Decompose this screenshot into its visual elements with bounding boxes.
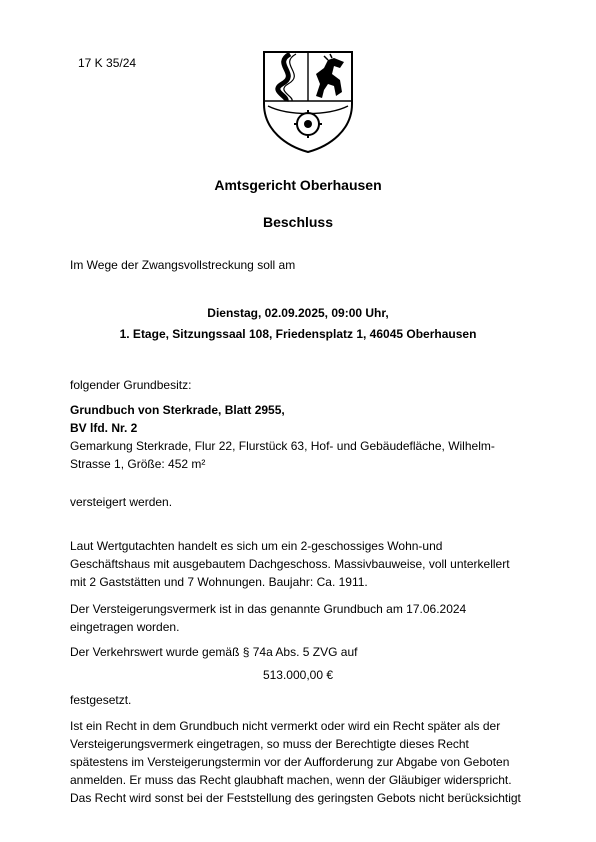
value-intro: Der Verkehrswert wurde gemäß § 74a Abs. 5 ZVG auf <box>70 645 358 659</box>
notice-line-1: Der Versteigerungsvermerk ist in das genannte Grundbuch am 17.06.2024 <box>70 602 467 616</box>
coat-of-arms-icon <box>258 46 358 154</box>
parcel-line-2: Strasse 1, Größe: 452 m² <box>70 457 206 471</box>
appraisal-line-3: mit 2 Gaststätten und 7 Wohnungen. Baujahr: Ca. 1911. <box>70 575 368 589</box>
doc-type-title: Beschluss <box>262 214 334 230</box>
rights-line-4: anmelden. Er muss das Recht glaubhaft machen, wenn der Gläubiger widerspricht. <box>70 773 512 787</box>
bv-number: BV lfd. Nr. 2 <box>70 421 138 435</box>
file-number: 17 K 35/24 <box>78 56 137 70</box>
land-register: Grundbuch von Sterkrade, Blatt 2955, <box>70 403 285 417</box>
rights-line-3: spätestens im Versteigerungstermin vor der Aufforderung zur Abgabe von Geboten <box>70 755 510 769</box>
court-name: Amtsgericht Oberhausen <box>214 177 382 193</box>
notice-line-2: eingetragen worden. <box>70 620 180 634</box>
intro-text: Im Wege der Zwangsvollstreckung soll am <box>70 258 296 272</box>
value-set: festgesetzt. <box>70 693 132 707</box>
auction-date-time: Dienstag, 02.09.2025, 09:00 Uhr, <box>207 306 389 320</box>
rights-line-1: Ist ein Recht in dem Grundbuch nicht vermerkt oder wird ein Recht später als der <box>70 719 501 733</box>
parcel-line-1: Gemarkung Sterkrade, Flur 22, Flurstück 63, Hof- und Gebäudefläche, Wilhelm- <box>70 439 495 453</box>
appraisal-line-1: Laut Wertgutachten handelt es sich um ein 2-geschossiges Wohn-und <box>70 539 443 553</box>
rights-line-2: Versteigerungsvermerk eingetragen, so muss der Berechtigte dieses Recht <box>70 737 469 751</box>
appraisal-line-2: Geschäftshaus mit ausgebautem Dachgeschoss. Massivbauweise, voll unterkellert <box>70 557 510 571</box>
rights-line-5: Das Recht wird sonst bei der Feststellung des geringsten Gebots nicht berücksichtigt <box>70 791 521 805</box>
property-intro: folgender Grundbesitz: <box>70 378 192 392</box>
market-value: 513.000,00 € <box>262 668 334 682</box>
auction-phrase: versteigert werden. <box>70 495 173 509</box>
auction-location: 1. Etage, Sitzungssaal 108, Friedensplatz 1, 46045 Oberhausen <box>119 327 477 341</box>
